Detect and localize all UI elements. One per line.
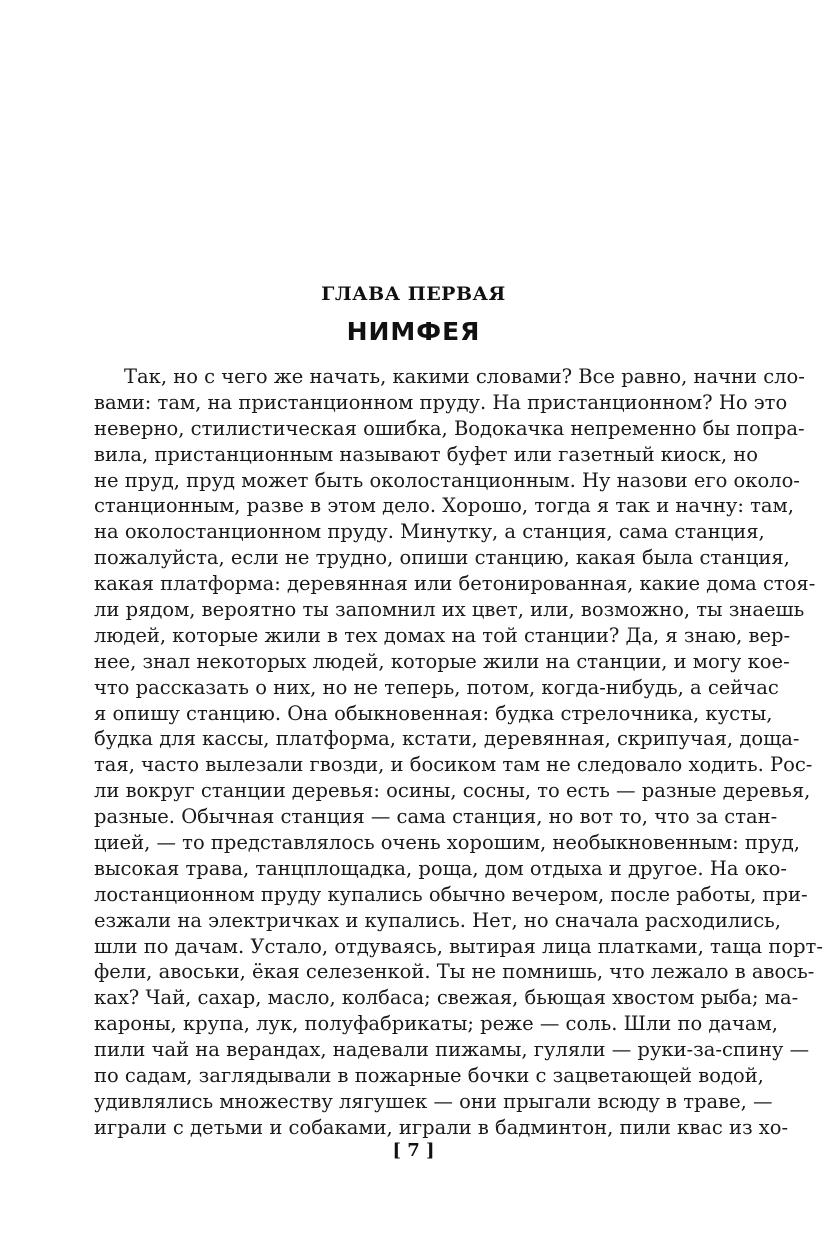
text-line: цией, — то представлялось очень хорошим, необыкновенным: пруд, bbox=[94, 831, 801, 855]
text-line: на околостанционном пруду. Минутку, а станция, сама станция, bbox=[94, 520, 765, 544]
text-line: вила, пристанционным называют буфет или газетный киоск, но bbox=[94, 442, 758, 466]
text-line: людей, которые жили в тех домах на той станции? Да, я знаю, вер- bbox=[94, 623, 791, 647]
text-line: играли с детьми и собаками, играли в бадминтон, пили квас из хо- bbox=[94, 1115, 789, 1139]
text-line: не пруд, пруд может быть околостанционным. Ну назови его около- bbox=[94, 468, 800, 492]
text-line: пили чай на верандах, надевали пижамы, гуляли — руки-за-спину — bbox=[94, 1038, 810, 1062]
text-line: удивлялись множеству лягушек — они прыгали всюду в траве, — bbox=[94, 1089, 773, 1113]
text-line: шли по дачам. Устало, отдуваясь, вытирая лица платками, таща порт- bbox=[94, 934, 823, 958]
chapter-body-text bbox=[94, 364, 823, 1141]
chapter-title: НИМФЕЯ bbox=[346, 317, 481, 346]
chapter-label: ГЛАВА ПЕРВАЯ bbox=[321, 283, 506, 305]
page-number: [ 7 ] bbox=[392, 1140, 435, 1161]
text-line: неверно, стилистическая ошибка, Водокачка непременно бы попра- bbox=[94, 416, 805, 440]
text-line: я опишу станцию. Она обыкновенная: будка стрелочника, кусты, bbox=[94, 701, 773, 725]
text-line: высокая трава, танцплощадка, роща, дом отдыха и другое. На око- bbox=[94, 856, 787, 880]
text-line: вами: там, на пристанционном пруду. На пристанционном? Но это bbox=[94, 390, 788, 414]
text-line: лостанционном пруду купались обычно вечером, после работы, при- bbox=[94, 882, 808, 906]
text-line: по садам, заглядывали в пожарные бочки с зацветающей водой, bbox=[94, 1064, 764, 1088]
text-line: ли вокруг станции деревья: осины, сосны, то есть — разные деревья, bbox=[94, 779, 811, 803]
text-line: нее, знал некоторых людей, которые жили на станции, и могу кое- bbox=[94, 649, 790, 673]
text-line: станционным, разве в этом дело. Хорошо, тогда я так и начну: там, bbox=[94, 494, 794, 518]
text-line: ках? Чай, сахар, масло, колбаса; свежая, бьющая хвостом рыба; ма- bbox=[94, 986, 799, 1010]
text-line: ли рядом, вероятно ты запомнил их цвет, или, возможно, ты знаешь bbox=[94, 598, 805, 622]
text-line: Так, но с чего же начать, какими словами? Все равно, начни сло- bbox=[124, 365, 805, 388]
text-line: фели, авоськи, ёкая селезенкой. Ты не помнишь, что лежало в авось- bbox=[94, 960, 815, 984]
text-line: какая платформа: деревянная или бетонированная, какие дома стоя- bbox=[94, 572, 816, 596]
text-line: разные. Обычная станция — сама станция, но вот то, что за стан- bbox=[94, 805, 778, 829]
text-line: пожалуйста, если не трудно, опиши станцию, какая была станция, bbox=[94, 546, 790, 570]
text-line: езжали на электричках и купались. Нет, но сначала расходились, bbox=[94, 908, 781, 932]
text-line: будка для кассы, платформа, кстати, деревянная, скрипучая, доща- bbox=[94, 727, 800, 751]
text-line: кароны, крупа, лук, полуфабрикаты; реже — соль. Шли по дачам, bbox=[94, 1012, 778, 1036]
text-line: тая, часто вылезали гвозди, и босиком там не следовало ходить. Рос- bbox=[94, 753, 813, 777]
text-line: что рассказать о них, но не теперь, потом, когда-нибудь, а сейчас bbox=[94, 675, 779, 699]
